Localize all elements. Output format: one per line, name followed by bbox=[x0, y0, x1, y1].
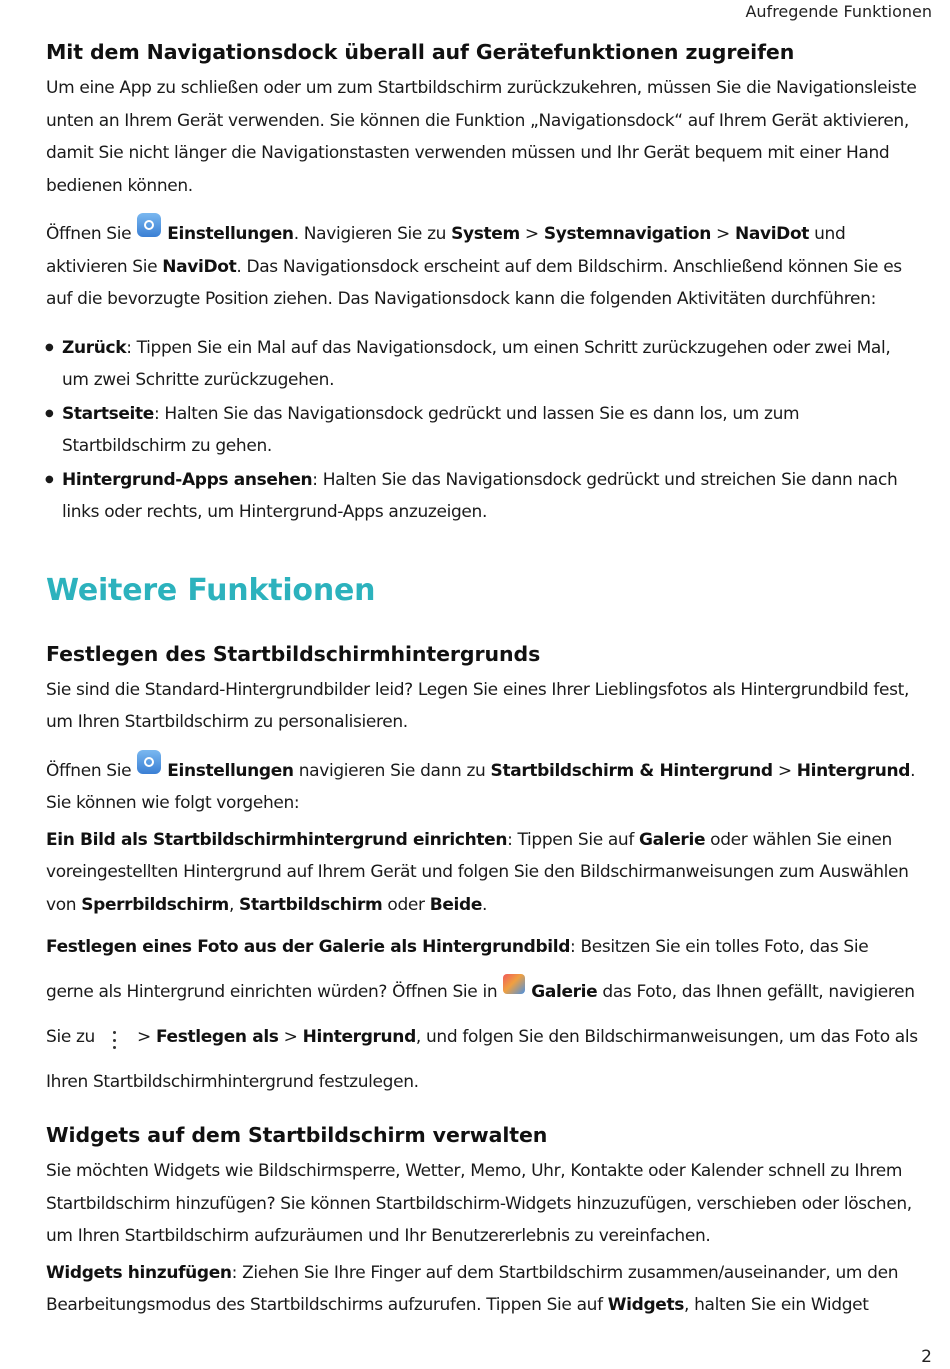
widgets-heading: Widgets auf dem Startbildschirm verwalten bbox=[46, 1123, 548, 1147]
settings-icon bbox=[137, 213, 161, 237]
widgets-add: Widgets hinzufügen: Ziehen Sie Ihre Finger auf dem Startbildschirm zusammen/auseinander, um den Bearbeitungsmodus des Startbildschirms aufzurufen. Tippen Sie auf Widgets, halten Sie ein Widget bbox=[46, 1262, 899, 1315]
page-number: 2 bbox=[921, 1347, 932, 1367]
navdock-steps: Öffnen Sie Einstellungen. Navigieren Sie zu System > Systemnavigation > NaviDot und aktivieren Sie NaviDot. Das Navigationsdock erscheint auf dem Bildschirm. Anschließend können Sie es auf die bevorzugte Position ziehen. Das Navigationsdock kann die folgenden Aktivitäten durchführen: bbox=[46, 218, 918, 316]
more-options-icon bbox=[113, 1031, 117, 1049]
section-title: Weitere Funktionen bbox=[46, 572, 376, 608]
widgets-intro: Sie möchten Widgets wie Bildschirmsperre, Wetter, Memo, Uhr, Kontakte oder Kalender schnell zu Ihrem Startbildschirm hinzufügen? Sie können Startbildschirm-Widgets hinzuzufügen, verschieben oder löschen, um Ihren Startbildschirm aufzuräumen und Ihr Benutzererlebnis zu vereinfachen. bbox=[46, 1161, 912, 1246]
list-item: ● Startseite: Halten Sie das Navigationsdock gedrückt und lassen Sie es dann los, um zum Startbildschirm zu gehen. bbox=[46, 398, 918, 463]
navdock-intro: Um eine App zu schließen oder um zum Startbildschirm zurückzukehren, müssen Sie die Navigationsleiste unten an Ihrem Gerät verwenden. Sie können die Funktion „Navigationsdock“ auf Ihrem Gerät aktivieren, damit Sie nicht länger die Navigationstasten verwenden müssen und Ihr Gerät bequem mit einer Hand bedienen können. bbox=[46, 78, 917, 196]
settings-label: Einstellungen bbox=[167, 224, 294, 244]
wallpaper-heading: Festlegen des Startbildschirmhintergrunds bbox=[46, 641, 541, 666]
wallpaper-steps: Öffnen Sie Einstellungen navigieren Sie dann zu Startbildschirm & Hintergrund > Hintergrund. Sie können wie folgt vorgehen: bbox=[46, 755, 918, 820]
settings-icon bbox=[137, 750, 161, 774]
wallpaper-option-1: Ein Bild als Startbildschirmhintergrund einrichten: Tippen Sie auf Galerie oder wählen Sie einen voreingestellten Hintergrund auf Ihrem Gerät und folgen Sie den Bildschirmanweisungen zum Auswählen von Sperrbildschirm, Startbildschirm oder Beide. bbox=[46, 829, 909, 915]
list-item: ● Hintergrund-Apps ansehen: Halten Sie das Navigationsdock gedrückt und streichen Sie dann nach links oder rechts, um Hintergrund-Apps anzuzeigen. bbox=[46, 464, 918, 529]
running-head: Aufregende Funktionen bbox=[745, 2, 932, 21]
page-content bbox=[46, 40, 918, 1338]
wallpaper-option-2: Festlegen eines Foto aus der Galerie als Hintergrundbild: Besitzen Sie ein tolles Foto, das Sie gerne als Hintergrund einrichten würden? Öffnen Sie in Galerie das Foto, das Ihnen gefällt, navigieren Sie zu > Festlegen als > Hintergrund, und folgen Sie den Bildschirmanweisungen, um das Foto als Ihren Startbildschirmhintergrund festzulegen. bbox=[46, 937, 918, 1092]
wallpaper-intro: Sie sind die Standard-Hintergrundbilder leid? Legen Sie eines Ihrer Lieblingsfotos als Hintergrundbild fest, um Ihren Startbildschirm zu personalisieren. bbox=[46, 679, 910, 732]
list-item: ● Zurück: Tippen Sie ein Mal auf das Navigationsdock, um einen Schritt zurückzugehen oder zwei Mal, um zwei Schritte zurückzugehen. bbox=[46, 332, 918, 397]
navdock-actions-list bbox=[46, 332, 918, 529]
gallery-icon bbox=[503, 974, 525, 994]
navdock-heading: Mit dem Navigationsdock überall auf Gerätefunktionen zugreifen bbox=[46, 40, 795, 64]
